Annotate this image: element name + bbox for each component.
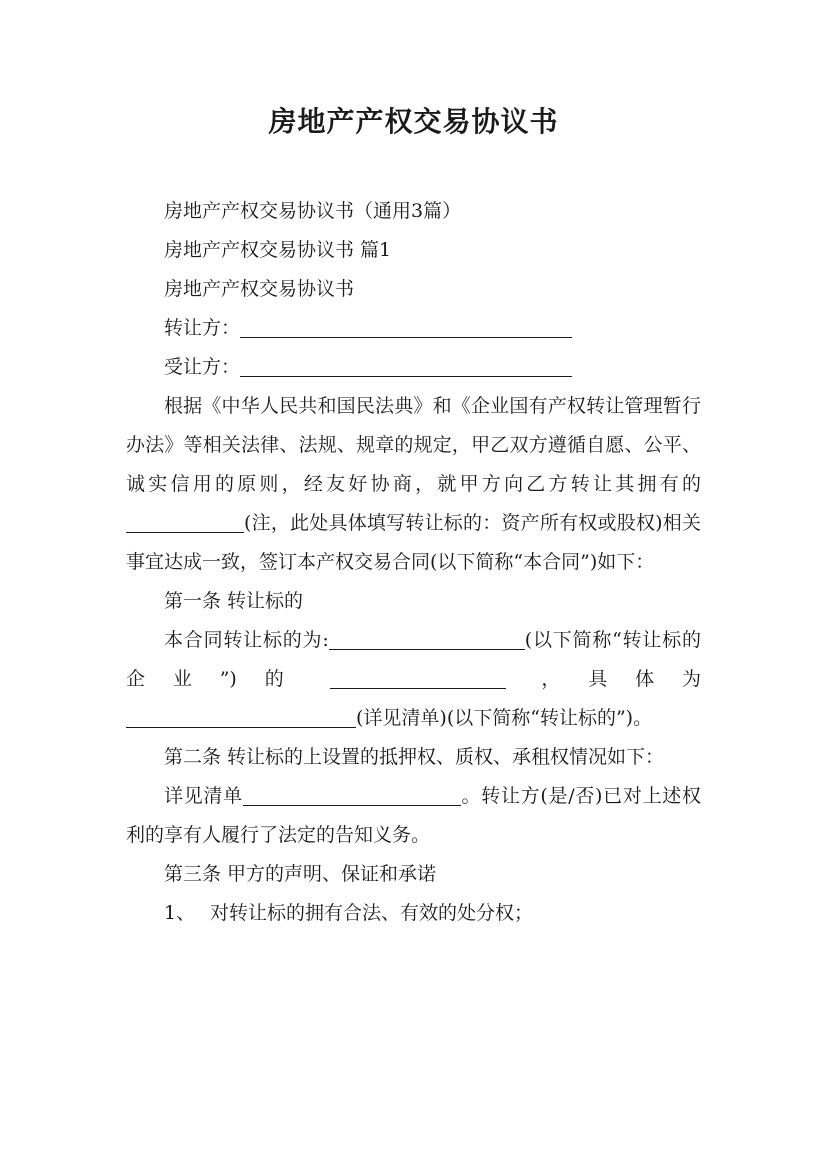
article1-prefix: 本合同转让标的为:: [164, 629, 329, 651]
article2-prefix: 详见清单: [164, 785, 243, 807]
transfer-object-blank: [126, 510, 244, 533]
article1-suffix-3: (详见清单)(以下简称“转让标的”)。: [356, 707, 653, 729]
article1-detail-blank: [126, 705, 356, 728]
transferee-line: [126, 348, 701, 387]
document-title: 房地产产权交易协议书: [268, 105, 559, 138]
article1-heading: 第一条 转让标的: [164, 590, 304, 612]
intro-paragraph: [126, 387, 701, 582]
article3-item1-number: 1、: [164, 902, 196, 924]
article2-suffix: 。转让方(是/否)已对上述权利的享有人履行了法定的告知义务。: [126, 785, 701, 846]
article3-heading: 第三条 甲方的声明、保证和承诺: [164, 863, 437, 885]
subtitle-line: 房地产产权交易协议书（通用3篇）: [164, 200, 462, 222]
document-body: [126, 192, 701, 933]
intro-text-1: 根据《中华人民共和国民法典》和《企业国有产权转让管理暂行办法》等相关法律、法规、规章的规定，甲乙双方遵循自愿、公平、诚实信用的原则，经友好协商，就甲方向乙方转让其拥有的: [126, 395, 701, 495]
transferor-label: 转让方：: [164, 317, 241, 339]
transferor-line: [126, 309, 701, 348]
intro-text-2: (注，此处具体填写转让标的：资产所有权或股权)相关事宜达成一致，签订本产权交易合同(以下简称“本合同”)如下：: [126, 512, 701, 573]
transferee-blank: [240, 354, 572, 377]
article1-suffix-1: (以下简称“转让标的企业”)的: [126, 629, 701, 690]
article1-suffix-2: ，具体为: [513, 668, 701, 690]
article3-item1-text: 对转让标的拥有合法、有效的处分权；: [210, 902, 534, 924]
transferor-blank: [240, 315, 572, 338]
article2-body: [126, 777, 701, 855]
article3-item1: [126, 894, 701, 933]
transferee-label: 受让方：: [164, 356, 241, 378]
article1-share-blank: [330, 666, 506, 689]
article1-company-blank: [329, 627, 525, 650]
article2-heading: 第二条 转让标的上设置的抵押权、质权、承租权情况如下：: [164, 746, 665, 768]
article2-list-blank: [243, 783, 461, 806]
article1-body: [126, 621, 701, 738]
chapter-line: 房地产产权交易协议书 篇1: [164, 239, 392, 261]
doc-name-line: 房地产产权交易协议书: [164, 278, 355, 300]
